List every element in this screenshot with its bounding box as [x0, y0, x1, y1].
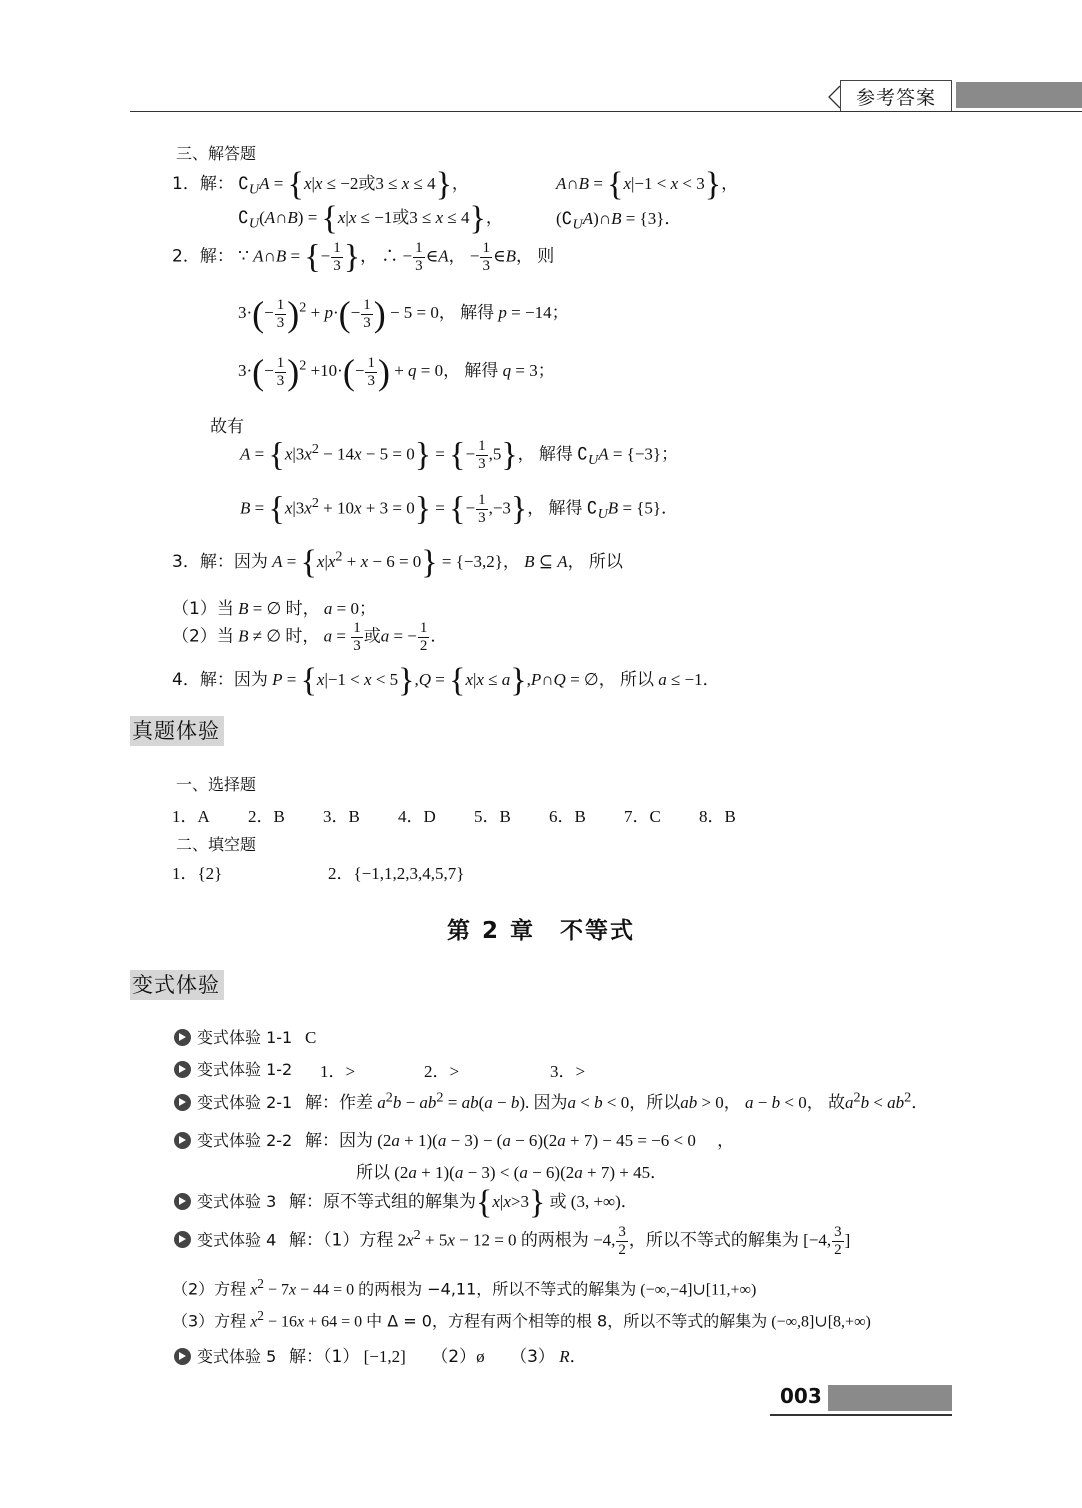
q1-line1: 1．解： $∁_UA = \{x|x \le -2$或3 ≤ x ≤ 4}，: [172, 166, 469, 203]
q1-complement-intersection: $(∁_UA)\cap B = \{3\}$．: [556, 209, 682, 233]
variant-5: 变式体验 5 解：（1） [−1,2] （2）ø （3） R．: [174, 1342, 587, 1367]
arrow-bullet-icon: [174, 1231, 191, 1248]
choice-heading: 一、选择题: [176, 775, 257, 794]
choice-answer: 3．B: [323, 807, 360, 826]
arrow-bullet-icon: [174, 1193, 191, 1210]
choice-answer: 8．B: [699, 807, 736, 826]
fill-heading: 二、填空题: [176, 835, 257, 854]
chapter-title: 第 2 章 不等式: [446, 918, 636, 944]
q3-case1: （1）当 B = ∅ 时， a = 0；: [172, 599, 376, 619]
header-rule: [130, 111, 1082, 112]
choice-answer: 2．B: [248, 807, 285, 826]
variant-2-2-conclusion: 所以 (2a + 1)(a − 3) < (a − 6)(2a + 7) + 45．: [356, 1163, 668, 1183]
q3-case2: （2）当 B ≠ ∅ 时， a = $\frac{1}{3}$ 或a = − $\frac{1}{2}$ ．: [172, 620, 448, 654]
arrow-bullet-icon: [174, 1061, 191, 1078]
choice-answer: 6．B: [549, 807, 586, 826]
q2-setB: $B = \{x|3x^2 + 10x + 3 = 0\}$ = {− $\frac{1}{3}$ ,−3}， 解得 $∁_UB = \{5\}$．: [240, 490, 679, 528]
q2-eq-p: 3·(− $\frac{1}{3}$ )$^2$ + p·(− $\frac{1}{3}$ ) − 5 = 0， 解得 p = −14；: [238, 294, 569, 334]
variant-1-2-answer: 2．>: [424, 1062, 460, 1081]
part3-heading: 三、解答题: [176, 144, 257, 163]
variant-4: 变式体验 4 解：（1）方程 $2x^2 + 5x - 12 = 0$ 的两根为 −4, $\frac{3}{2}$ ，所以不等式的解集为 [−4, $\frac{3}{2}$ ]: [174, 1224, 850, 1259]
variant-2-1: 变式体验 2-1 解：作差 $a^2b - ab^2 = ab(a - b)$. 因为a < b < 0，所以ab > 0， a − b < 0， 故$a^2b < ab^2$．: [174, 1088, 928, 1113]
q2-line1: 2．解： ∵ A∩B = {− $\frac{1}{3}$ }， ∴ − $\frac{1}{3}$ ∈A， − $\frac{1}{3}$ ∈B， 则: [172, 238, 555, 276]
choice-answer: 1．A: [172, 807, 210, 826]
arrow-bullet-icon: [174, 1029, 191, 1046]
footer-rule: [770, 1414, 952, 1416]
header-tab: 参考答案: [840, 80, 952, 112]
section-heading-variant: 变式体验: [130, 970, 224, 1000]
q4-line: 4．解：因为 P = {x|−1 < x < 5},Q = {x|x ≤ a},P∩Q = ∅， 所以 a ≤ −1．: [172, 662, 720, 699]
header-grey-bar: [956, 82, 1082, 108]
arrow-bullet-icon: [174, 1094, 191, 1111]
choice-answer: 4．D: [398, 807, 436, 826]
q1-intersection: A∩B = {x|−1 < x < 3}，: [556, 166, 739, 203]
variant-3: 变式体验 3 解：原不等式组的解集为{x|x>3} 或 (3, +∞)．: [174, 1186, 638, 1220]
page-number: 003: [780, 1384, 822, 1408]
variant-1-2: 变式体验 1-2: [174, 1057, 292, 1080]
section-heading-real: 真题体验: [130, 716, 224, 746]
q3-line1: 3．解：因为 $A = \{x|x^2 + x - 6 = 0\} = \{-3,2\}$， B ⊆ A， 所以: [172, 544, 623, 581]
q2-eq-q: 3·(− $\frac{1}{3}$ )$^2$ +10·(− $\frac{1}{3}$ ) + q = 0， 解得 q = 3；: [238, 352, 555, 392]
choice-answer: 5．B: [474, 807, 511, 826]
variant-1-2-answer: 3．>: [550, 1062, 586, 1081]
variant-4-case3: （3）方程 $x^2 - 16x + 64 = 0$ 中 Δ = 0，方程有两个相等的根 8，所以不等式的解集为 (−∞,8]∪[8,+∞): [172, 1308, 871, 1331]
q1-line2: $∁_U(A\cap B) = \{x|x \le -1$或3 ≤ x ≤ 4}，: [238, 200, 503, 237]
arrow-bullet-icon: [174, 1348, 191, 1365]
variant-2-2: 变式体验 2-2 解：因为 (2a + 1)(a − 3) − (a − 6)(2a + 7) − 45 = −6 < 0 ，: [174, 1126, 734, 1151]
q2-gu: 故有: [210, 417, 244, 437]
arrow-bullet-icon: [174, 1132, 191, 1149]
fill-answer: 1．{2}: [172, 864, 223, 883]
variant-1-1: 变式体验 1-1 C: [174, 1025, 316, 1048]
variant-4-case2: （2）方程 $x^2 - 7x - 44 = 0$ 的两根为 −4,11，所以不等式的解集为 (−∞,−4]∪[11,+∞): [172, 1276, 757, 1299]
footer-grey-bar: [828, 1385, 952, 1411]
variant-1-2-answer: 1．>: [320, 1062, 356, 1081]
q2-setA: $A = \{x|3x^2 - 14x - 5 = 0\}$ = {− $\frac{1}{3}$ ,5}， 解得 $∁_UA = \{-3\}$；: [240, 436, 679, 474]
choice-answer: 7．C: [624, 807, 661, 826]
fill-answer: 2．{−1,1,2,3,4,5,7}: [328, 864, 465, 883]
